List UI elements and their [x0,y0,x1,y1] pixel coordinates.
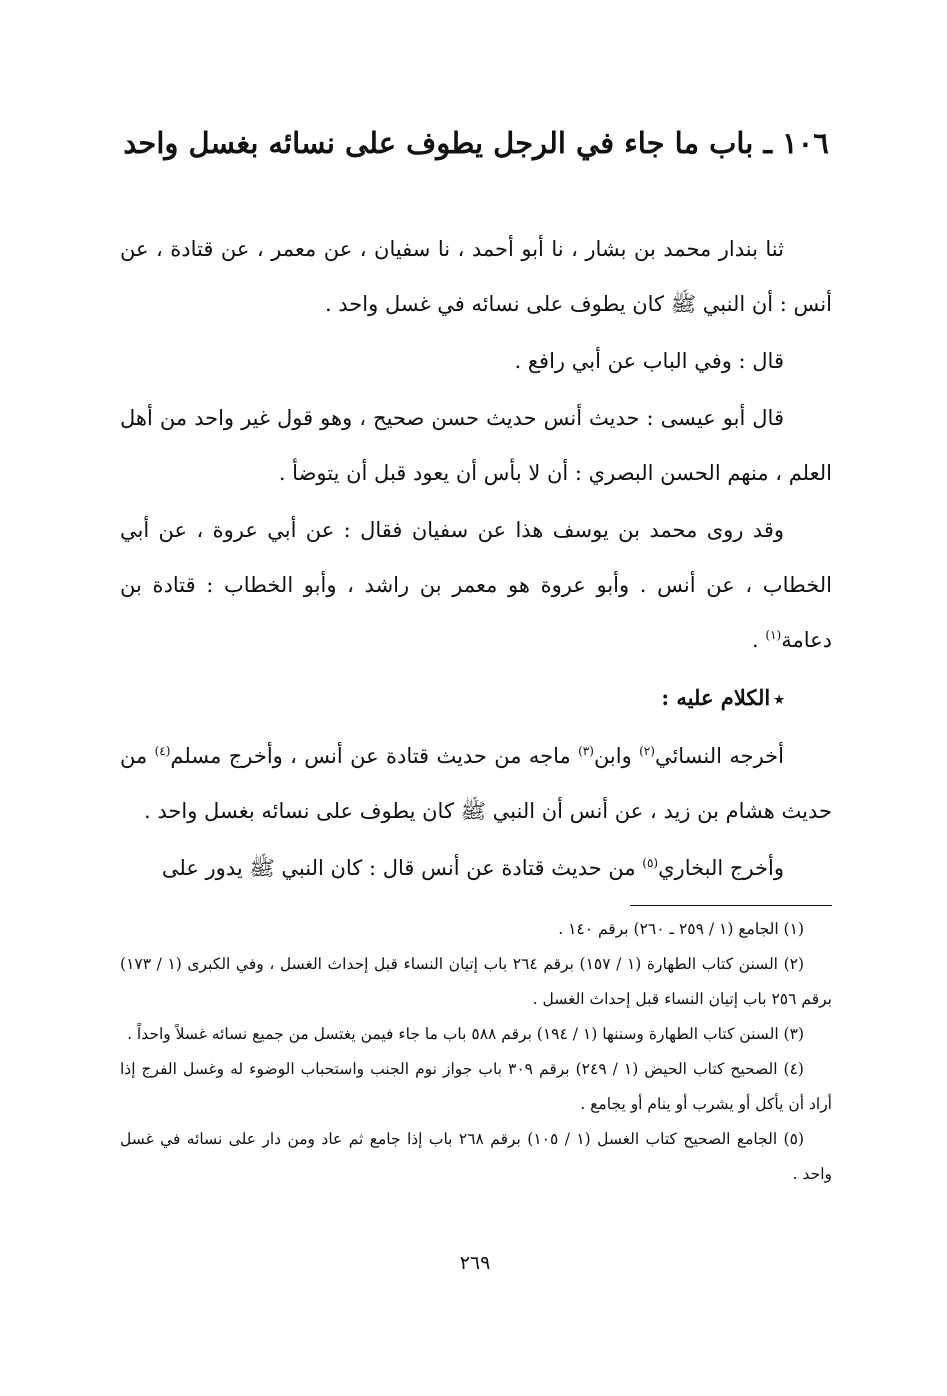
footnote-ref-5: (٥) [642,856,659,870]
section-heading [120,670,832,727]
footnote-ref-1: (١) [765,628,782,642]
footnote-4: (٤) الصحيح كتاب الحيض (١ / ٢٤٩) برقم ٣٠٩ باب جواز نوم الجنب واستحباب الوضوء له وغسل الفرج إذا أراد أن يأكل أو يشرب أو ينام أو يجامع . [120,1060,832,1113]
footnote-ref-2: (٢) [639,744,655,758]
takhrij-text-c: ماجه من حديث قتادة عن أنس ، وأخرج مسلم [170,744,579,768]
paragraph-riwaya-end: . [752,628,766,652]
paragraph-abu-isa: قال أبو عيسى : حديث أنس حديث حسن صحيح ، وهو قول غير واحد من أهل العلم ، منهم الحسن البصري : أن لا بأس أن يعود قبل أن يتوضأ . [120,406,832,485]
main-text [120,222,832,896]
takhrij-text-d: من حديث هشام بن زيد ، عن أنس أن النبي ﷺ كان يطوف على نسائه بغسل واحد . [120,744,832,823]
bukhari-text-b: من حديث قتادة عن أنس قال : كان النبي ﷺ يدور على [161,856,643,880]
footnote-divider [630,905,832,906]
section-heading-text: الكلام عليه : [661,685,771,710]
chapter-title: ١٠٦ ـ باب ما جاء في الرجل يطوف على نسائه بغسل واحد [123,126,829,160]
takhrij-text-a: أخرجه النسائي [654,744,784,768]
paragraph-riwaya [120,503,832,668]
footnote-2: (٢) السنن كتاب الطهارة (١ / ١٥٧) برقم ٢٦٤ باب إتيان النساء قبل إحداث الغسل ، وفي الكبرى (١ / ١٧٣) برقم ٢٥٦ باب إتيان النساء قبل إحداث الغسل . [120,955,832,1008]
footnote-5: (٥) الجامع الصحيح كتاب الغسل (١ / ١٠٥) برقم ٢٦٨ باب إذا جامع ثم عاد ومن دار على نسائه في غسل واحد . [120,1130,832,1183]
paragraph-isnad: ثنا بندار محمد بن بشار ، نا أبو أحمد ، نا سفيان ، عن معمر ، عن قتادة ، عن أنس : أن النبي ﷺ كان يطوف على نسائه في غسل واحد . [120,237,832,316]
footnote-1: (١) الجامع (١ / ٢٥٩ ـ ٢٦٠) برقم ١٤٠ . [558,920,804,938]
paragraph-takhrij [120,729,832,839]
footnotes [120,912,832,1192]
bukhari-text-a: وأخرج البخاري [658,856,784,880]
asterisk-icon: ٭ [774,689,784,710]
paragraph-bab: قال : وفي الباب عن أبي رافع . [514,349,784,373]
footnote-3: (٣) السنن كتاب الطهارة وسننها (١ / ١٩٤) برقم ٥٨٨ باب ما جاء فيمن يغتسل من جميع نسائه غسلاً واحداً . [127,1025,804,1043]
takhrij-text-b: وابن [593,744,640,768]
page-number: ٢٦٩ [459,1252,491,1274]
paragraph-bukhari [120,841,832,896]
footnote-ref-4: (٤) [154,744,171,758]
paragraph-riwaya-text: وقد روى محمد بن يوسف هذا عن سفيان فقال : عن أبي عروة ، عن أبي الخطاب ، عن أنس . وأبو عروة هو معمر بن راشد ، وأبو الخطاب : قتادة بن دعامة [120,518,832,652]
footnote-ref-3: (٣) [578,744,594,758]
